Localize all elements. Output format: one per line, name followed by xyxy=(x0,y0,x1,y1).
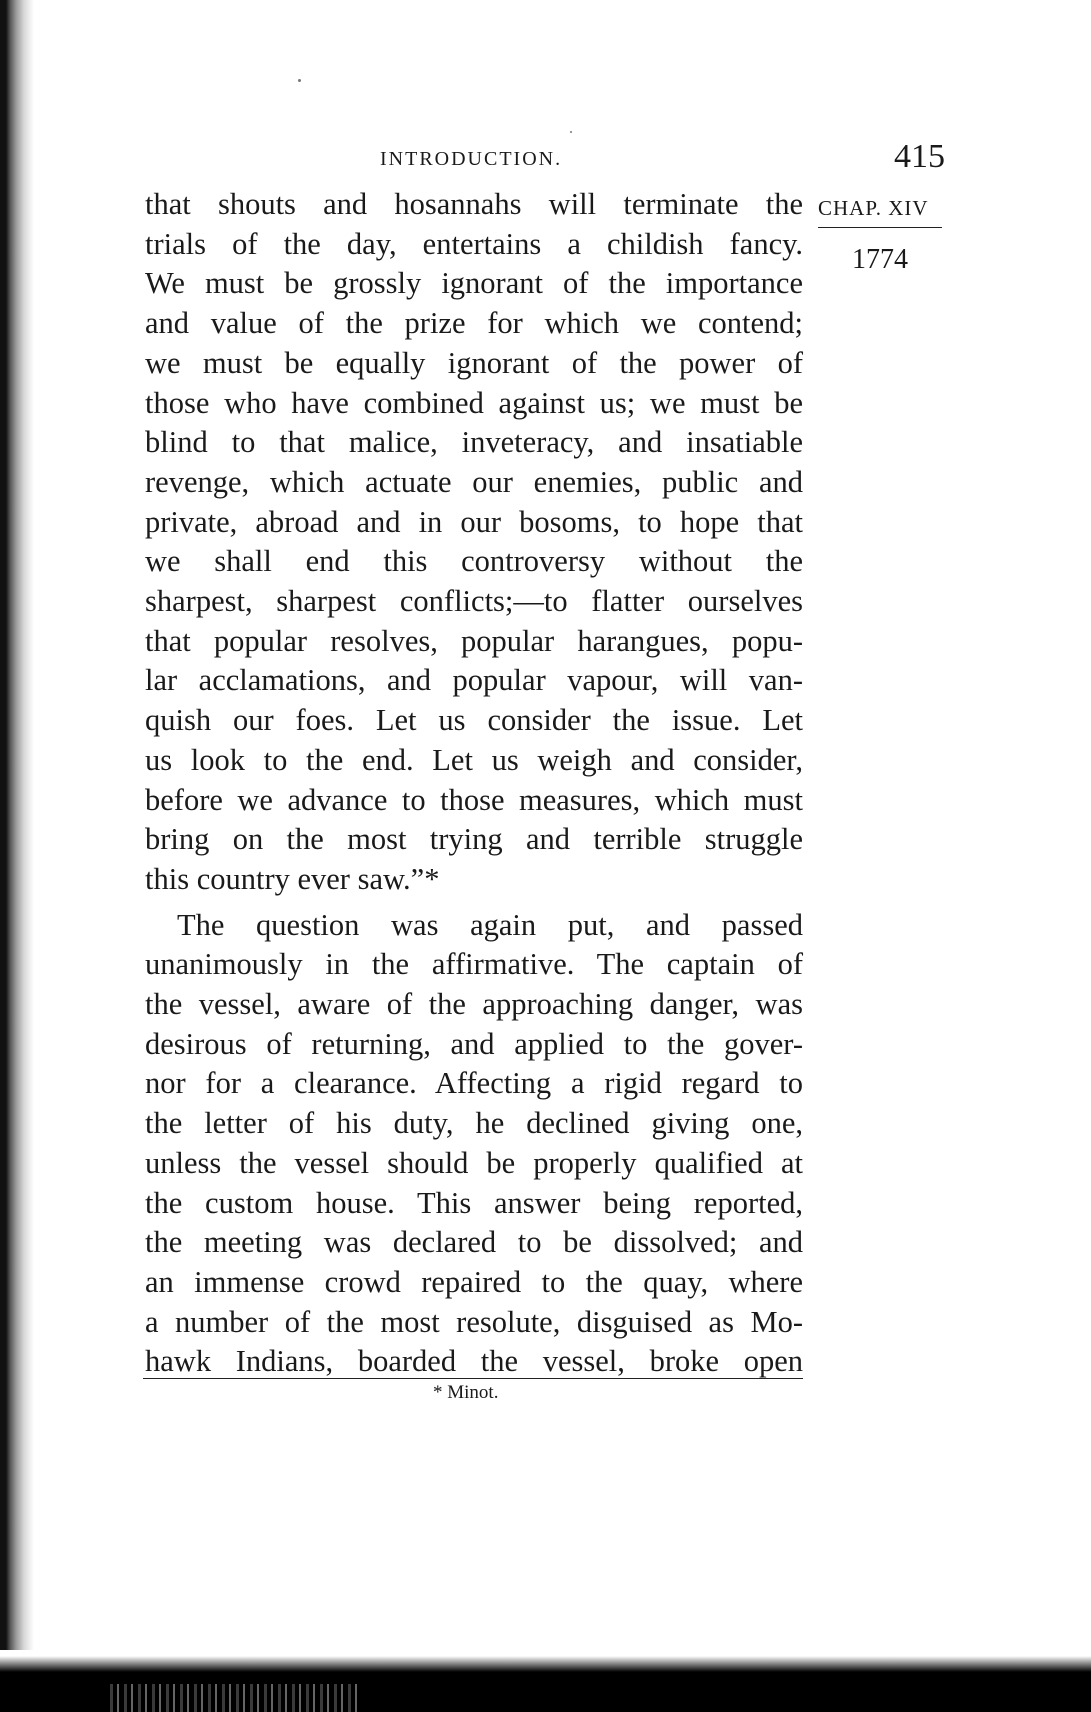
paragraph-1 xyxy=(145,185,803,900)
text-line: bring on the most trying and terrible struggle xyxy=(145,822,803,857)
text-line: us look to the end. Let us weigh and consider, xyxy=(145,742,803,777)
page-bottom-edge xyxy=(0,1650,1091,1712)
text-line: the custom house. This answer being reported, xyxy=(145,1185,803,1220)
text-line: hawk Indians, boarded the vessel, broke open xyxy=(145,1344,803,1379)
text-line: a number of the most resolute, disguised as Mo- xyxy=(145,1304,803,1339)
running-head: INTRODUCTION. xyxy=(380,148,563,170)
margin-year: 1774 xyxy=(852,244,908,275)
footnote: * Minot. xyxy=(433,1382,499,1403)
body-text xyxy=(145,185,803,1382)
book-binding-edge xyxy=(0,0,34,1712)
page-number: 415 xyxy=(894,138,945,175)
text-line: revenge, which actuate our enemies, public and xyxy=(145,464,803,499)
paper-speck xyxy=(570,131,572,133)
paragraph-2 xyxy=(145,906,803,1382)
text-line: we shall end this controversy without the xyxy=(145,544,803,579)
text-line: the letter of his duty, he declined giving one, xyxy=(145,1106,803,1141)
text-line: unanimously in the affirmative. The captain of xyxy=(145,947,803,982)
text-line: private, abroad and in our bosoms, to hope that xyxy=(145,504,803,539)
text-line: The question was again put, and passed xyxy=(177,907,803,942)
text-line: blind to that malice, inveteracy, and insatiable xyxy=(145,425,803,460)
footnote-divider xyxy=(143,1378,803,1379)
margin-chapter-label: CHAP. XIV xyxy=(818,196,929,220)
text-line: lar acclamations, and popular vapour, will van- xyxy=(145,663,803,698)
text-line: nor for a clearance. Affecting a rigid regard to xyxy=(145,1066,803,1101)
paper-speck xyxy=(298,79,301,82)
text-line: and value of the prize for which we contend; xyxy=(145,306,803,341)
text-line: before we advance to those measures, which must xyxy=(145,782,803,817)
text-line: the meeting was declared to be dissolved; and xyxy=(145,1225,803,1260)
text-line: that popular resolves, popular harangues, popu- xyxy=(145,623,803,658)
text-line: this country ever saw.”* xyxy=(145,861,440,896)
text-line: desirous of returning, and applied to the gover- xyxy=(145,1026,803,1061)
text-line: those who have combined against us; we must be xyxy=(145,385,803,420)
text-line: We must be grossly ignorant of the importance xyxy=(145,266,803,301)
text-line: that shouts and hosannahs will terminate the xyxy=(145,187,803,221)
text-line: unless the vessel should be properly qualified at xyxy=(145,1145,803,1180)
text-line: we must be equally ignorant of the power of xyxy=(145,345,803,380)
margin-divider xyxy=(818,227,942,228)
text-line: an immense crowd repaired to the quay, where xyxy=(145,1264,803,1299)
text-line: the vessel, aware of the approaching danger, was xyxy=(145,987,803,1022)
text-line: trials of the day, entertains a childish fancy. xyxy=(145,226,803,261)
text-line: quish our foes. Let us consider the issue. Let xyxy=(145,703,803,738)
text-line: sharpest, sharpest conflicts;—to flatter ourselves xyxy=(145,584,803,619)
